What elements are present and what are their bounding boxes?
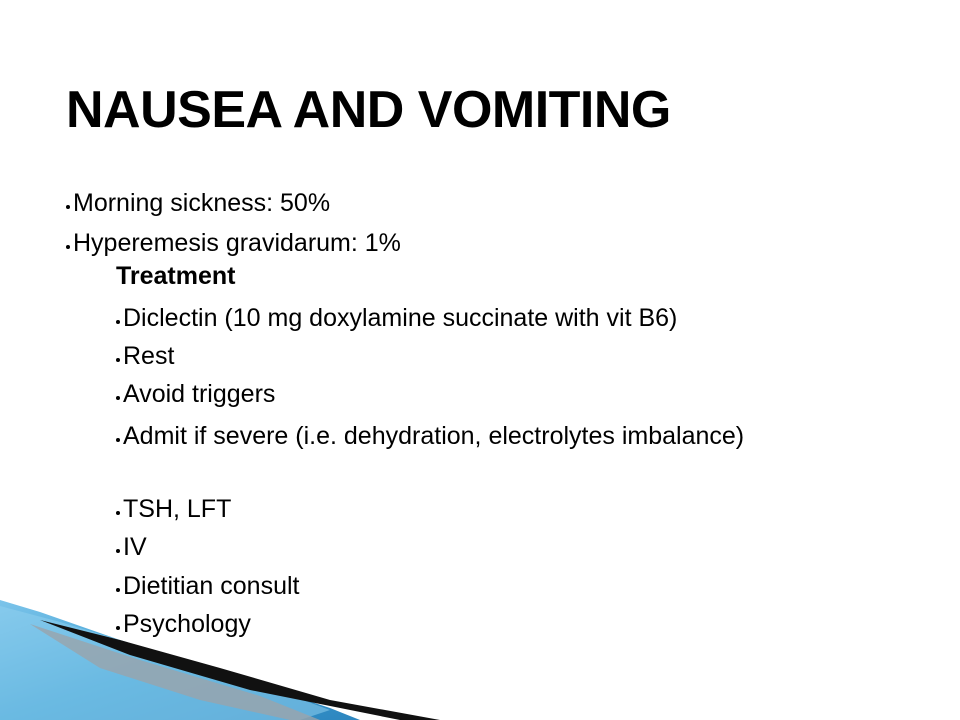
slide-title: NAUSEA AND VOMITING [66, 81, 671, 139]
treatment-item [116, 341, 174, 372]
treatment-item [116, 571, 299, 602]
treatment-item-text: Dietitian consult [123, 572, 300, 600]
bullet-text: Morning sickness: 50% [73, 189, 331, 217]
bullet-dot-icon [116, 588, 120, 592]
bullet-hyperemesis [66, 228, 401, 259]
treatment-item-text: Diclectin (10 mg doxylamine succinate with vit B6) [123, 304, 678, 332]
treatment-heading: Treatment [116, 262, 236, 290]
treatment-item-text: IV [123, 533, 147, 561]
treatment-item-text: Rest [123, 342, 175, 370]
treatment-item [116, 379, 275, 410]
treatment-item [116, 494, 231, 525]
bullet-dot-icon [66, 245, 70, 249]
treatment-item-text: Admit if severe (i.e. dehydration, electrolytes imbalance) [123, 422, 745, 450]
treatment-item [116, 303, 677, 334]
treatment-item-text: TSH, LFT [123, 495, 232, 523]
bullet-dot-icon [66, 205, 70, 209]
treatment-item [116, 532, 147, 563]
bullet-dot-icon [116, 511, 120, 515]
bullet-dot-icon [116, 438, 120, 442]
treatment-item [116, 609, 251, 640]
bullet-dot-icon [116, 358, 120, 362]
bullet-morning-sickness [66, 188, 330, 219]
treatment-item-text: Avoid triggers [123, 380, 276, 408]
bullet-text: Hyperemesis gravidarum: 1% [73, 229, 401, 257]
treatment-item-text: Psychology [123, 610, 251, 638]
bullet-dot-icon [116, 626, 120, 630]
bullet-dot-icon [116, 549, 120, 553]
treatment-item [116, 421, 816, 452]
bullet-dot-icon [116, 320, 120, 324]
bullet-dot-icon [116, 396, 120, 400]
